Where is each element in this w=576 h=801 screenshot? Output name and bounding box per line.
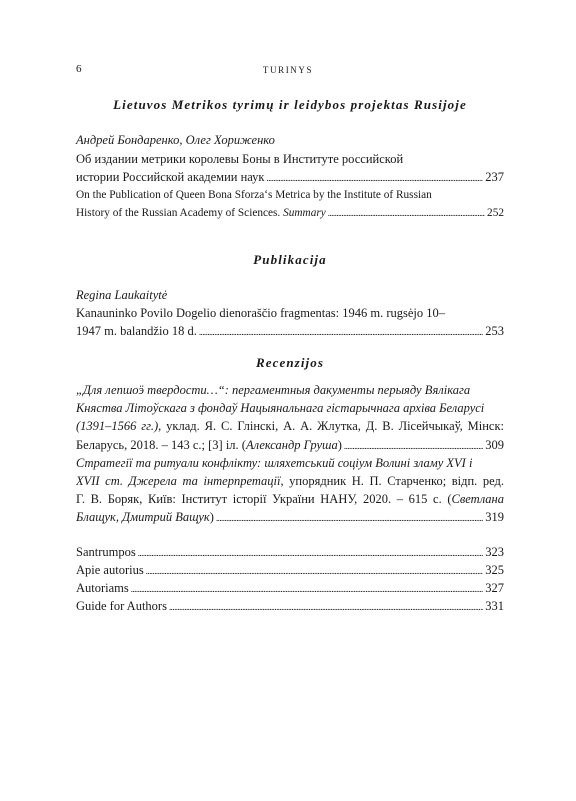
toc-entry-text: истории Российской академии наук (76, 170, 265, 184)
toc-entry-text: Беларусь, 2018. – 143 с.; [3] іл. (Александр Груша) (76, 438, 342, 452)
dot-leader (138, 543, 484, 562)
toc-page-number: 237 (485, 170, 504, 184)
toc-entry-text: Apie autorius (76, 563, 144, 577)
toc-entry-text: 1947 m. balandžio 18 d. (76, 324, 197, 338)
section-title: Publikacija (253, 252, 327, 267)
toc-entry-autoriams[interactable] (76, 579, 504, 598)
dot-leader (146, 561, 484, 580)
toc-page-number: 319 (485, 510, 504, 524)
toc-entry[interactable] (76, 508, 504, 527)
toc-entry-text: History of the Russian Academy of Sciences. Summary (76, 207, 326, 219)
toc-author: Андрей Бондаренко, Олег Хорuженко (76, 133, 275, 147)
toc-entry-apie-autorius[interactable] (76, 561, 504, 580)
toc-entry-line: Об издании метрики королевы Боны в Институте российской (76, 152, 404, 166)
dot-leader (344, 436, 483, 455)
toc-page-number: 325 (485, 563, 504, 577)
toc-entry[interactable] (76, 168, 504, 187)
toc-entry[interactable] (76, 204, 504, 222)
review-line: (1391–1566 гг.), уклад. Я. С. Глінскі, А. А. Жлутка, Д. В. Лісейчыкаў, Мінск: (76, 419, 504, 433)
dot-leader (216, 508, 483, 527)
toc-entry-guide-for-authors[interactable] (76, 597, 504, 616)
toc-page-number: 327 (485, 581, 504, 595)
toc-entry-text: Guide for Authors (76, 599, 167, 613)
toc-entry-text: Блащук, Дмитрий Ващук) (76, 510, 214, 524)
toc-author: Regina Laukaitytė (76, 288, 168, 302)
toc-page-number: 323 (485, 545, 504, 559)
toc-entry-line: Kanauninko Povilo Dogelio dienoraščio fragmentas: 1946 m. rugsėjo 10– (76, 306, 446, 320)
dot-leader (199, 322, 483, 341)
running-head: TURINYS (262, 65, 314, 75)
dot-leader (328, 204, 485, 222)
dot-leader (267, 168, 484, 187)
page-number: 6 (76, 63, 82, 75)
section-title: Lietuvos Metrikos tyrimų ir leidybos projektas Rusijoje (113, 97, 467, 112)
review-line: Княства Літоўскага з фондаў Нацыянальнага гістарычнага архіва Беларусі (76, 401, 485, 415)
review-line: „Для лепшоӭ твердости…“: пергаментныя дакументы перыяду Вялікага (76, 383, 471, 397)
dot-leader (169, 597, 483, 616)
review-line: Г. В. Боряк, Київ: Інститут історії України НАНУ, 2020. – 615 с. (Светлана (76, 492, 504, 506)
toc-entry-line: On the Publication of Queen Bona Sforza‘s Metrica by the Institute of Russian (76, 189, 432, 201)
toc-entry-text: Santrumpos (76, 545, 136, 559)
toc-page-number: 252 (487, 207, 504, 219)
review-line: XVII ст. Джерела та інтерпретації, упорядник Н. П. Старченко; відп. ред. (76, 474, 504, 488)
toc-page-number: 253 (485, 324, 504, 338)
toc-page-number: 331 (485, 599, 504, 613)
toc-page-number: 309 (485, 438, 504, 452)
toc-entry-santrumpos[interactable] (76, 543, 504, 562)
toc-entry-text: Autoriams (76, 581, 129, 595)
dot-leader (131, 579, 483, 598)
section-title: Recenzijos (255, 355, 325, 370)
toc-entry[interactable] (76, 322, 504, 341)
review-line: Стратегії та ритуали конфлікту: шляхетський соціум Волині зламу XVI і (76, 456, 473, 470)
toc-entry[interactable] (76, 436, 504, 455)
